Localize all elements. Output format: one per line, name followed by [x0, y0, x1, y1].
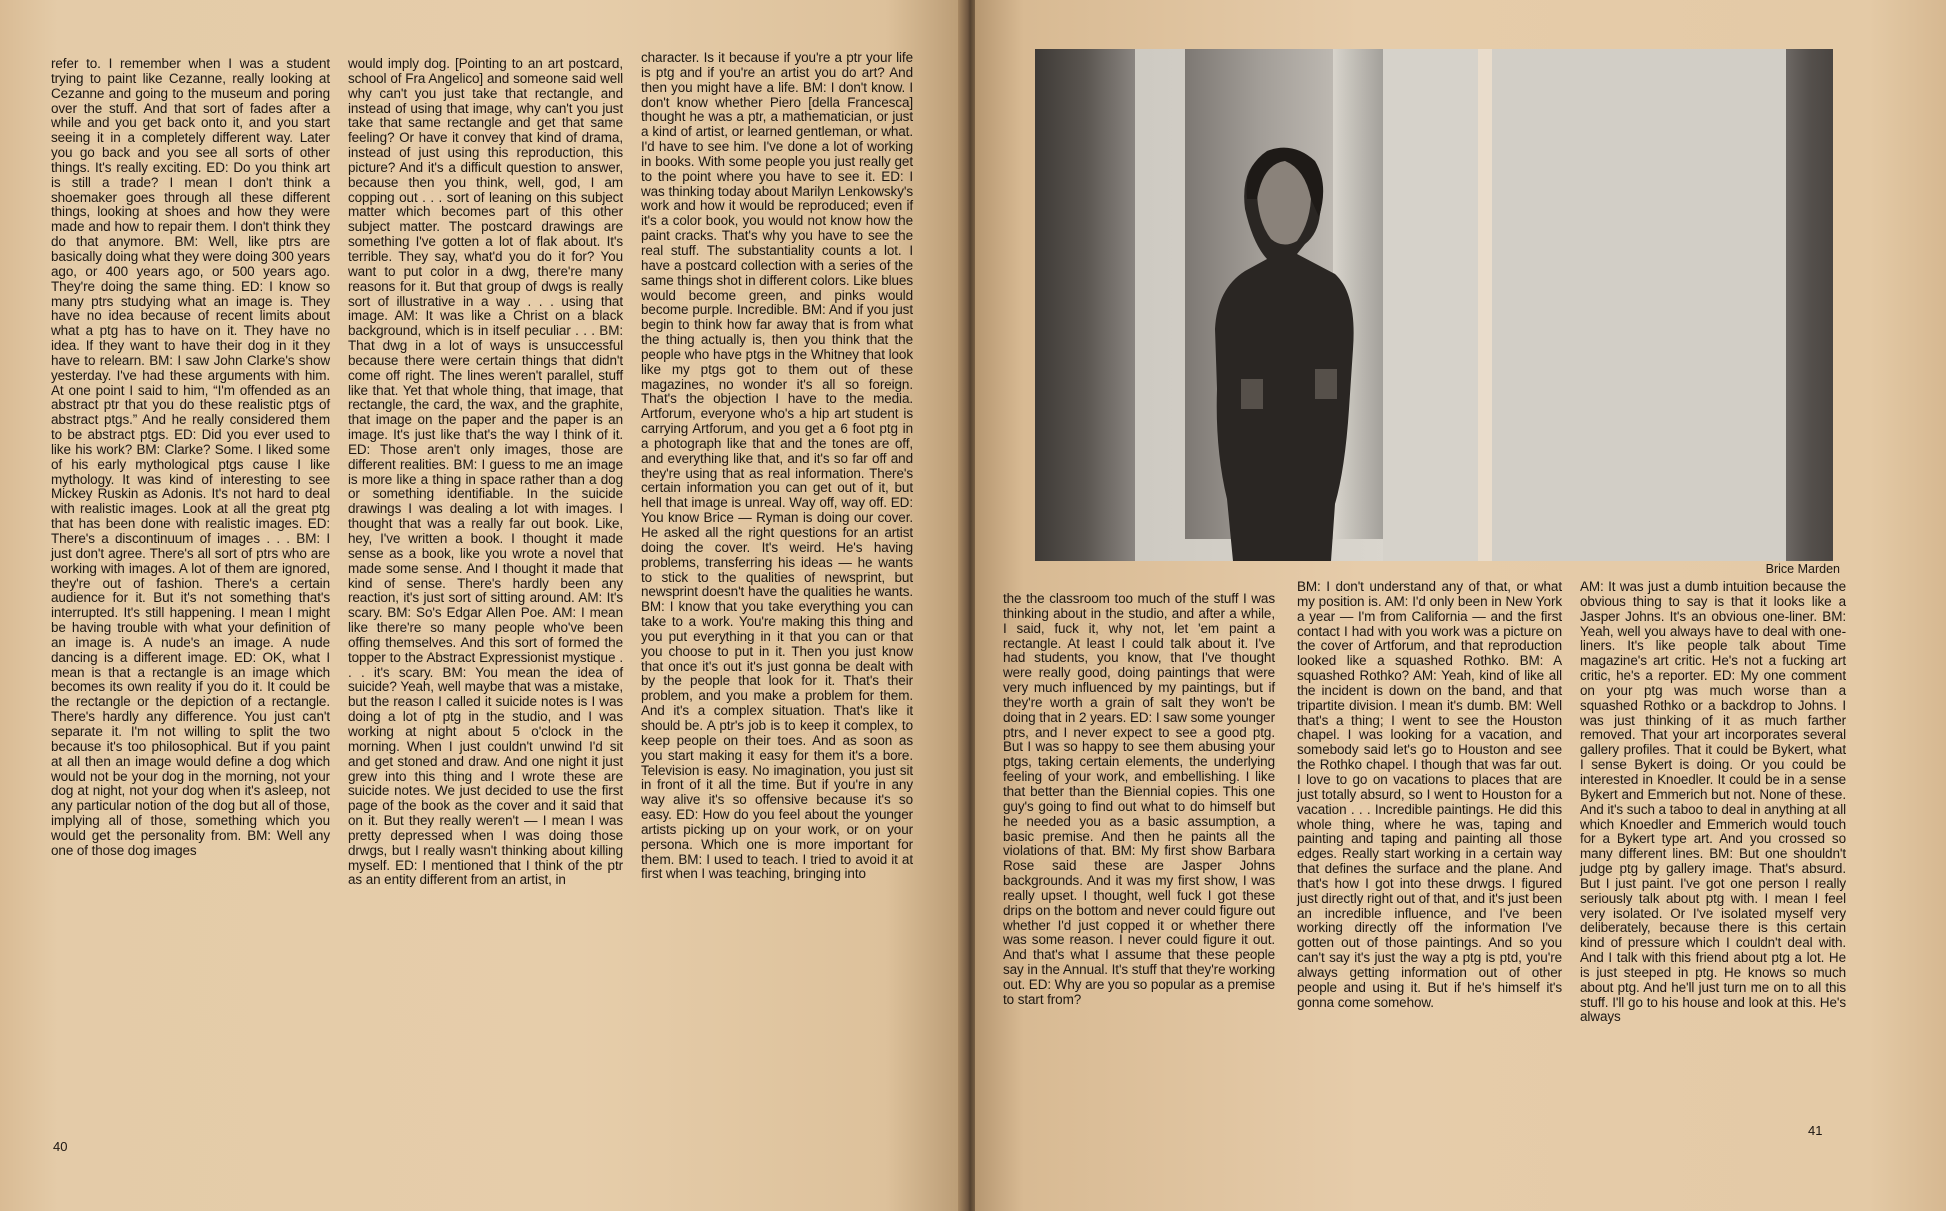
photo-caption: Brice Marden: [1765, 562, 1840, 576]
text-block: refer to. I remember when I was a student trying to paint like Cezanne, really looking at Cezanne and going to the museum and poring over the stuff. And that sort of fades after a while and you get back onto it, and you start seeing it in a completely different way. Later you go back and you see all sorts of other things. It's really exciting. ED: Do you think art is still a trade? I mean I don't think a shoemaker goes through all these different things, looking at shoes and how they were made and how to repair them. I don't think they do that anymore. BM: Well, like ptrs are basically doing what they were doing 300 years ago, or 400 years ago, or 500 years ago. They're doing the same thing. ED: I know so many ptrs studying what an image is. They have no idea because of recent limits about what a ptg has to have on it. They have no idea. If they want to have their dog in it they have to relearn. BM: I saw John Clarke's show yesterday. I've had these arguments with him. At one point I said to him, “I'm offended as an abstract ptr that you do these realistic ptgs of abstract ptgs.” And he really considered them to be abstract ptgs. ED: Did you ever used to like his work? BM: Clarke? Some. I liked some of his early mythological ptgs cause I like mythology. It was kind of interesting to see Mickey Ruskin as Adonis. It's not hard to deal with realistic images. Look at all the great ptg that has been done with realistic images. ED: There's a discontinuum of images . . . BM: I just don't agree. There's all sort of ptrs who are working with images. A lot of them are ignored, they're out of fashion. There's a certain audience for it. But it's not something that's interrupted. It's still happening. I mean I might be having trouble with what your definition of an image is. A nude's an image. A nude dancing is a different image. ED: OK, what I mean is that a rectangle is an image which becomes its own reality if you do it. It could be the rectangle or the depiction of a rectangle. There's hardly any difference. You just can't separate it. I'm not willing to split the two because it's too philosophical. But if you paint at all then an image would define a dog which would not be your dog in the morning, not your dog at night, not your dog when it's asleep, not any particular notion of the dog but all of those, implying all of those, something which you would get the personality from. BM: Well any one of those dog images: [51, 56, 330, 858]
right-column-1: [1003, 592, 1275, 1008]
artist-photograph: [1035, 49, 1833, 561]
right-column-2: [1297, 580, 1562, 1010]
left-page: [0, 0, 963, 1211]
text-block: AM: It was just a dumb intuition because the obvious thing to say is that it looks like a Jasper Johns. It's an obvious one-liner. BM: Yeah, well you always have to deal with one-liners. It's like people talk about Time magazine's art critic. He's not a fucking art critic, he's a reporter. ED: My one comment on your ptg was much worse than a squashed Rothko or a backdrop to Johns. I was just thinking of it as much farther removed. That your art incorporates several gallery profiles. That it could be Bykert, what I sense Bykert is doing. Or you could be interested in Knoedler. It could be in a sense Bykert and Emmerich but not. None of these. And it's such a taboo to deal in anything at all which Knoedler and Emmerich would touch for a Bykert type art. And you crossed so many different lines. BM: But one shouldn't judge ptg by gallery image. That's absurd. But I just paint. I've got one person I really seriously talk about ptg with. I mean I feel very isolated. Or I've isolated myself very deliberately, because there is this certain kind of pressure which I couldn't deal with. And I talk with this friend about ptg a lot. He is just steeped in ptg. He knows so much about ptg. And he'll just turn me on to all this stuff. I'll go to his house and look at this. He's always: [1580, 579, 1846, 1025]
text-block: BM: I don't understand any of that, or what my position is. AM: I'd only been in New York a year — I'm from California — and the first contact I had with you work was a picture on the cover of Artforum, and that reproduction looked like a squashed Rothko. BM: A squashed Rothko? AM: Yeah, kind of like all the incident is down on the band, and that tripartite division. I mean it's dumb. BM: Well that's a thing; I went to see the Houston chapel. I was looking for a vacation, and somebody said let's go to Houston and see the Rothko chapel. I though that was far out. I love to go on vacations to places that are just totally absurd, so I went to Houston for a vacation . . . Incredible paintings. He did this whole thing, where he was, taping and painting and taping and painting all those edges. Really start working in a certain way that defines the surface and the plane. And that's how I got into these drwgs. I figured just directly right out of that, and it's just been an incredible influence, and I've been working directly off the information I've gotten out of those paintings. And so you can't say it's just the way a ptg is ptd, you're always getting information out of other people and using it. But if he's himself it's gonna come somehow.: [1297, 579, 1562, 1010]
text-block: would imply dog. [Pointing to an art postcard, school of Fra Angelico] and someone said well why can't you just take that rectangle, and instead of using that image, why can't you just take that same rectangle and get that same feeling? Or have it convey that kind of drama, instead of just using this reproduction, this picture? And it's a difficult question to answer, because then you think, well, god, I am copping out . . . sort of leaning on this subject matter which becomes part of this other subject matter. The postcard drawings are something I've gotten a lot of flak about. It's terrible. They say, what'd you do it for? You want to put color in a dwg, there're many reasons for it. But that group of dwgs is really sort of illustrative in a way . . . using that image. AM: It was like a Christ on a black background, which is in itself peculiar . . . BM: That dwg in a lot of ways is unsuccessful because there were certain things that didn't come off right. The lines weren't parallel, stuff like that. Yet that whole thing, that image, that rectangle, the card, the wax, and the graphite, that image on the paper and the paper is an image. It's just like that's the way I think of it. ED: Those aren't only images, those are different realities. BM: I guess to me an image is more like a thing in space rather than a dog or something identifiable. In the suicide drawings I was dealing a lot with images. I thought that was a really far out book. Like, hey, I've written a book. I thought it made sense as a book, like you wrote a novel that made some sense. And I thought it made that kind of sense. There's hardly been any reaction, it's just sort of sitting around. AM: It's scary. BM: So's Edgar Allen Poe. AM: I mean like there're so many people who've been offing themselves. And this sort of formed the topper to the Abstract Expressionist mystique . . . it's scary. BM: You mean the idea of suicide? Yeah, well maybe that was a mistake, but the reason I called it suicide notes is I was doing a lot of ptg in the studio, and I was working at night about 5 o'clock in the morning. When I just couldn't unwind I'd sit and get stoned and draw. And one night it just grew into this thing and I wrote these are suicide notes. We just decided to use the first page of the book as the cover and it said that on it. But they really weren't — I mean I was pretty depressed when I was doing those drwgs, but I really wasn't thinking about killing myself. ED: I mentioned that I think of the ptr as an entity different from an artist, in: [348, 56, 623, 888]
left-column-2: [348, 57, 623, 888]
page-number-right: 41: [1808, 1123, 1823, 1138]
text-block: the the classroom too much of the stuff I was thinking about in the studio, and after a while, I said, fuck it, why not, let 'em paint a rectangle. At least I could talk about it. I've had students, you know, that I've thought were really good, doing paintings that were very much influenced by my paintings, but if they're worth a grain of salt they won't be doing that in 2 years. ED: I saw some younger ptrs, and I never expect to see a good ptg. But I was so happy to see them abusing your ptgs, taking certain elements, the underlying feeling of your work, and embellishing. I like that better than the Biennial copies. This one guy's going to find out what to do himself but he needed you as a basic assumption, a basic premise. And then he paints all the violations of that. BM: My first show Barbara Rose said these are Jasper Johns backgrounds. And it was my first show, I was really upset. I thought, well fuck I got these drips on the bottom and never could figure out whether I'd just copped it or whether there was some reason. I never could figure it out. And that's what I assume that these people say in the Annual. It's stuff that they're working out. ED: Why are you so popular as a premise to start from?: [1003, 591, 1275, 1007]
painting-panel-right: [1786, 49, 1833, 561]
photo-image: [1035, 49, 1833, 561]
right-column-3: [1580, 580, 1846, 1025]
text-block: character. Is it because if you're a ptr your life is ptg and if you're an artist you do art? And then you might have a life. BM: I don't know. I don't know whether Piero [della Francesca] thought he was a ptr, a mathematician, or just a kind of artist, or learned gentleman, or what. I'd have to see him. I've done a lot of working in books. With some people you just really get to the point where you have to see it. ED: I was thinking today about Marilyn Lenkowsky's work and how it would be reproduced; even if it's a color book, you would not know how the paint cracks. That's why you have to see the real stuff. The substantiality counts a lot. I have a postcard collection with a series of the same things shot in different colors. Like blues would become green, and pinks would become purple. Incredible. BM: And if you just begin to think how far away that is from what the thing actually is, then you think that the people who have ptgs in the Whitney that look like my ptgs got to them out of these magazines, no wonder it's all so foreign. That's the objection I have to the media. Artforum, everyone who's a hip art student is carrying Artforum, and you get a 6 foot ptg in a photograph like that and the tones are off, and everything like that, and it's so far off and they're using that as real information. There's certain information you can get out of it, but hell that image is unreal. Way off, way off. ED: You know Brice — Ryman is doing our cover. He asked all the right questions for an artist doing the cover. It's weird. He's having problems, transferring his ideas — he wants to stick to the qualities of newsprint, but newsprint doesn't have the qualities he wants. BM: I know that you take everything you can take to a work. You're making this thing and you put everything in it that you can or that you choose to put in it. Then you just know that once it's out it's just gonna be dealt with by the people that look for it. That's their problem, and you make a problem for them. And it's a complex situation. That's like it should be. A ptr's job is to keep it complex, to keep people on their toes. And as soon as you start making it easy for them it's a bore. Television is easy. No imagination, you just sit in front of it all the time. But if you're in any way alive it's so offensive because it's so easy. ED: How do you feel about the younger artists picking up on your work, or on your persona. Which one is more important for them. BM: I used to teach. I tried to avoid it at first when I was teaching, bringing into: [641, 50, 913, 882]
left-column-1: [51, 57, 330, 859]
page-number-left: 40: [53, 1139, 68, 1154]
painting-panel-left: [1035, 49, 1135, 561]
left-column-3: [641, 51, 913, 882]
